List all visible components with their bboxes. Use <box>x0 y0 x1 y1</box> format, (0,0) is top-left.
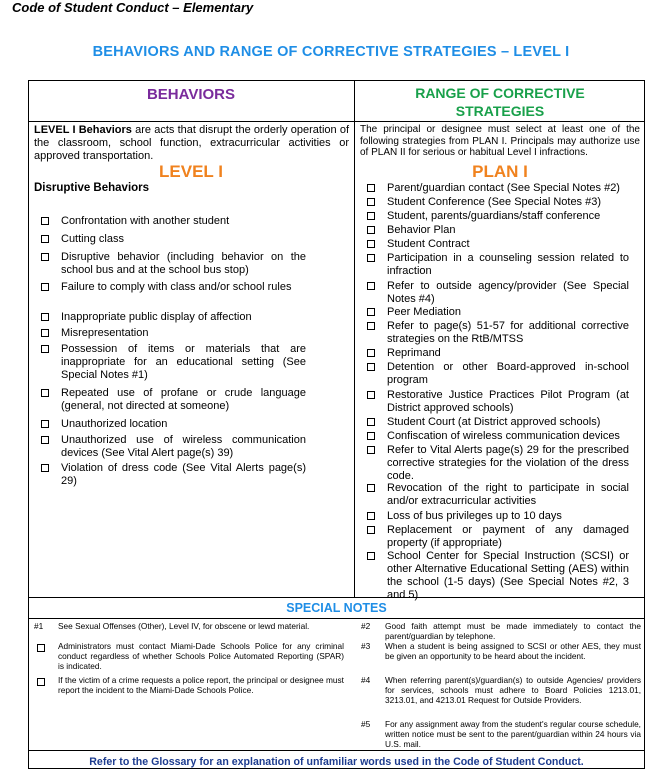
behavior-item-text: Inappropriate public display of affection <box>61 311 252 323</box>
behavior-item-text: Misrepresentation <box>61 327 149 339</box>
strategy-item-text: School Center for Special Instruction (SCSI) or other Alternative Educational Setting (AES) within the school (1-5 days) (See Special Notes #2, 3 and 5) <box>387 550 629 601</box>
checkbox-icon <box>41 217 49 225</box>
checkbox-icon <box>367 240 375 248</box>
page-title: BEHAVIORS AND RANGE OF CORRECTIVE STRATEGIES – LEVEL I <box>92 44 570 60</box>
column-divider <box>354 80 355 597</box>
behavior-item-text: Confrontation with another student <box>61 215 230 227</box>
checkbox-icon <box>367 282 375 290</box>
special-notes-title-divider <box>28 618 645 619</box>
strategy-item-text: Behavior Plan <box>387 224 456 236</box>
strategy-item-text: Refer to outside agency/provider (See Special Notes #4) <box>387 280 629 305</box>
strategy-item-text: Confiscation of wireless communication devices <box>387 430 620 442</box>
disruptive-behaviors-heading: Disruptive Behaviors <box>34 182 150 194</box>
behaviors-intro <box>34 124 349 163</box>
behavior-item-text: Unauthorized use of wireless communication devices (See Vital Alert page(s) 39) <box>61 434 306 459</box>
note-number: #4 <box>361 675 371 685</box>
note-number: #1 <box>34 621 44 631</box>
strategy-item-text: Student Contract <box>387 238 470 250</box>
checkbox-icon <box>41 464 49 472</box>
behavior-item-text: Unauthorized location <box>61 418 168 430</box>
checkbox-icon <box>41 345 49 353</box>
checkbox-icon <box>41 420 49 428</box>
strategy-item-text: Reprimand <box>387 347 441 359</box>
strategies-heading-line1: RANGE OF CORRECTIVE <box>415 85 585 101</box>
strategies-heading <box>355 84 645 120</box>
behaviors-intro-bold: LEVEL I Behaviors <box>34 124 132 136</box>
checkbox-icon <box>37 678 45 686</box>
note-number: #2 <box>361 621 371 631</box>
checkbox-icon <box>41 389 49 397</box>
strategy-item-text: Replacement or payment of any damaged property (if appropriate) <box>387 524 629 549</box>
strategy-item-text: Parent/guardian contact (See Special Notes #2) <box>387 182 620 194</box>
checkbox-icon <box>367 254 375 262</box>
checkbox-icon <box>367 322 375 330</box>
checkbox-icon <box>367 198 375 206</box>
special-right-note-text: When referring parent(s)/guardian(s) to outside Agencies/ providers for services, schools must adhere to Board Policies 1213.01, 3213.01, and 4213.01 Request for Outside Providers. <box>385 675 641 705</box>
behavior-item-text: Violation of dress code (See Vital Alerts page(s) 29) <box>61 462 306 487</box>
checkbox-icon <box>41 235 49 243</box>
behaviors-intro-text: are acts that disrupt the orderly operation of the classroom, school function, extracurricular activities or approved transportation. <box>34 124 350 162</box>
strategy-item-text: Peer Mediation <box>387 306 461 318</box>
behavior-item-text: Failure to comply with class and/or school rules <box>61 281 292 293</box>
checkbox-icon <box>367 226 375 234</box>
checkbox-icon <box>41 253 49 261</box>
strategy-item-text: Student Court (at District approved schools) <box>387 416 601 428</box>
checkbox-icon <box>367 552 375 560</box>
note-number: #5 <box>361 719 371 729</box>
strategy-item-text: Student, parents/guardians/staff conference <box>387 210 601 222</box>
strategies-intro: The principal or designee must select at least one of the following strategies from PLAN I. Principals may authorize use of PLAN II for serious or habitual Level I infractions. <box>360 124 640 159</box>
checkbox-icon <box>367 349 375 357</box>
checkbox-icon <box>367 512 375 520</box>
strategy-item-text: Revocation of the right to participate in social and/or extracurricular activities <box>387 482 629 507</box>
document-header: Code of Student Conduct – Elementary <box>12 0 254 15</box>
checkbox-icon <box>41 329 49 337</box>
special-notes-title: SPECIAL NOTES <box>286 601 387 615</box>
checkbox-icon <box>37 644 45 652</box>
glossary-footer: Refer to the Glossary for an explanation of unfamiliar words used in the Code of Student Conduct. <box>89 756 584 768</box>
behavior-item-text: Cutting class <box>61 233 124 245</box>
checkbox-icon <box>41 283 49 291</box>
checkbox-icon <box>367 391 375 399</box>
strategy-item-text: Loss of bus privileges up to 10 days <box>387 510 562 522</box>
checkbox-icon <box>41 313 49 321</box>
checkbox-icon <box>367 418 375 426</box>
behavior-item-text: Repeated use of profane or crude language (general, not directed at someone) <box>61 387 306 412</box>
checkbox-icon <box>367 446 375 454</box>
behavior-item-text: Possession of items or materials that are inappropriate for an educational setting (See Special Notes #1) <box>61 343 306 381</box>
footer-divider <box>28 750 645 751</box>
strategy-item-text: Refer to Vital Alerts page(s) 29 for the prescribed corrective strategies for the violation of the dress code. <box>387 444 629 482</box>
checkbox-icon <box>367 308 375 316</box>
checkbox-icon <box>41 436 49 444</box>
header-row-divider <box>28 121 645 122</box>
checkbox-icon <box>367 432 375 440</box>
behaviors-heading: BEHAVIORS <box>146 86 236 103</box>
checkbox-icon <box>367 184 375 192</box>
special-right-note-text: Good faith attempt must be made immediately to contact the parent/guardian by telephone. <box>385 621 641 641</box>
special-left-note-text: See Sexual Offenses (Other), Level IV, for obscene or lewd material. <box>58 621 310 631</box>
strategies-heading-line2: STRATEGIES <box>455 103 545 119</box>
strategy-item-text: Detention or other Board-approved in-school program <box>387 361 629 386</box>
strategy-item-text: Restorative Justice Practices Pilot Program (at District approved schools) <box>387 389 629 414</box>
plan-label: PLAN I <box>472 162 528 181</box>
checkbox-icon <box>367 484 375 492</box>
strategy-item-text: Student Conference (See Special Notes #3) <box>387 196 602 208</box>
checkbox-icon <box>367 212 375 220</box>
level-label: LEVEL I <box>159 162 223 181</box>
special-right-note-text: For any assignment away from the student's regular course schedule, written notice must be sent to the parent/guardian within 24 hours via U.S. mail. <box>385 719 641 749</box>
behavior-item-text: Disruptive behavior (including behavior on the school bus and at the school bus stop) <box>61 251 306 276</box>
special-left-note-text: Administrators must contact Miami-Dade Schools Police for any criminal conduct regardless of whether Schools Police Automated Reporting (SPAR) is indicated. <box>58 641 344 671</box>
checkbox-icon <box>367 526 375 534</box>
special-left-note-text: If the victim of a crime requests a police report, the principal or designee must report the incident to the Miami-Dade Schools Police. <box>58 675 344 695</box>
checkbox-icon <box>367 363 375 371</box>
special-right-note-text: When a student is being assigned to SCSI or other AES, they must be given an opportunity to be heard about the incident. <box>385 641 641 661</box>
strategy-item-text: Refer to page(s) 51-57 for additional corrective strategies on the RtB/MTSS <box>387 320 629 345</box>
strategy-item-text: Participation in a counseling session related to infraction <box>387 252 629 277</box>
note-number: #3 <box>361 641 371 651</box>
